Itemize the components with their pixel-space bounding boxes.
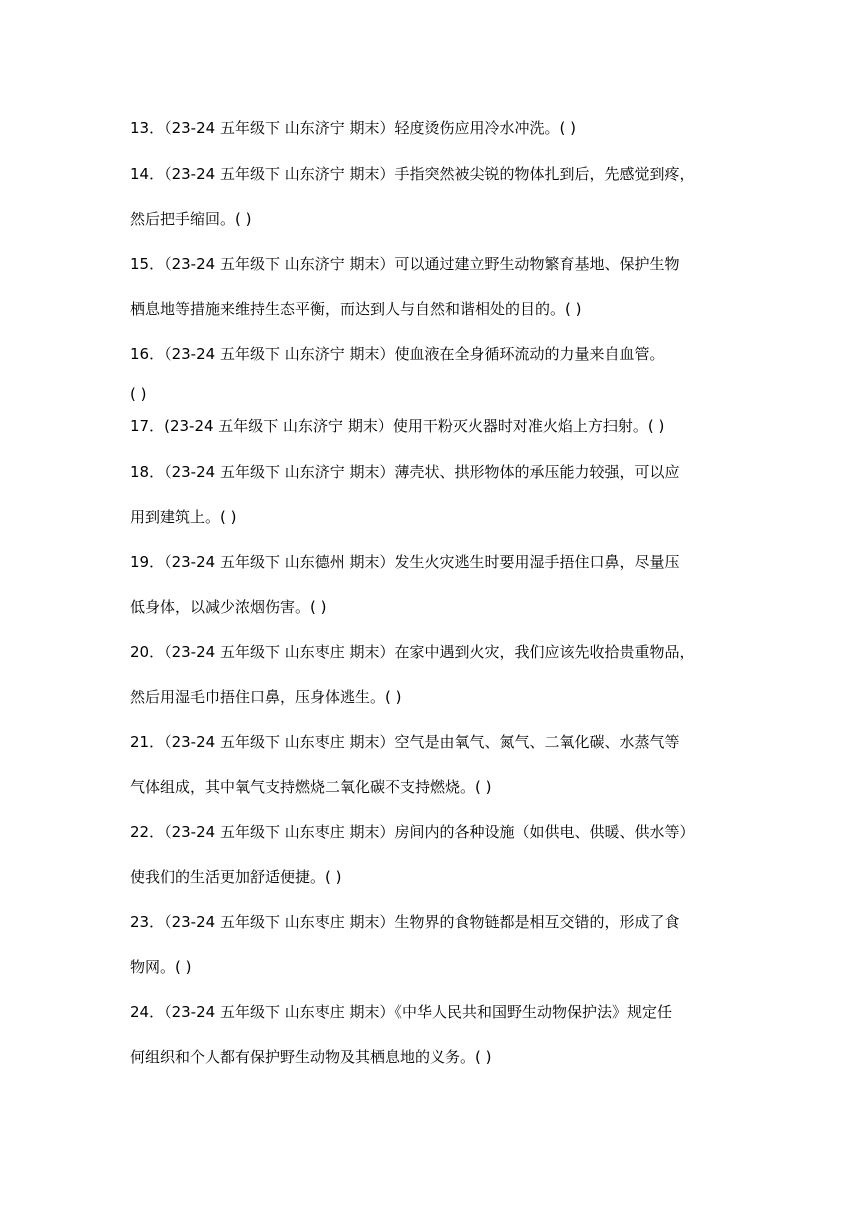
question-line: 然后用湿毛巾捂住口鼻，压身体逃生。( ) <box>130 688 402 706</box>
question-line: ( ) <box>130 385 147 403</box>
question-line: 然后把手缩回。( ) <box>130 210 252 228</box>
question-line: 16．（23-24 五年级下 山东济宁 期末）使血液在全身循环流动的力量来自血管。 <box>130 345 665 363</box>
question-line: 22．（23-24 五年级下 山东枣庄 期末）房间内的各种设施（如供电、供暖、供水等） <box>130 823 695 841</box>
question-line: 栖息地等措施来维持生态平衡，而达到人与自然和谐相处的目的。( ) <box>130 300 582 318</box>
question-line: 18．（23-24 五年级下 山东济宁 期末）薄壳状、拱形物体的承压能力较强，可以应 <box>130 463 680 481</box>
question-line: 何组织和个人都有保护野生动物及其栖息地的义务。( ) <box>130 1048 492 1066</box>
question-line: 23．（23-24 五年级下 山东枣庄 期末）生物界的食物链都是相互交错的，形成了食 <box>130 913 680 931</box>
question-line: 14．（23-24 五年级下 山东济宁 期末）手指突然被尖锐的物体扎到后，先感觉到疼， <box>130 165 695 183</box>
question-line: 气体组成，其中氧气支持燃烧二氧化碳不支持燃烧。( ) <box>130 778 492 796</box>
question-line: 13．（23-24 五年级下 山东济宁 期末）轻度烫伤应用冷水冲洗。( ) <box>130 119 576 137</box>
question-line: 低身体，以减少浓烟伤害。( ) <box>130 598 327 616</box>
question-line: 物网。( ) <box>130 958 192 976</box>
question-line: 用到建筑上。( ) <box>130 508 237 526</box>
question-line: 使我们的生活更加舒适便捷。( ) <box>130 868 342 886</box>
question-line: 21．（23-24 五年级下 山东枣庄 期末）空气是由氧气、氮气、二氧化碳、水蒸气等 <box>130 733 680 751</box>
question-line: 17．(23-24 五年级下 山东济宁 期末）使用干粉灭火器时对准火焰上方扫射。( ) <box>130 417 665 435</box>
question-line: 19．（23-24 五年级下 山东德州 期末）发生火灾逃生时要用湿手捂住口鼻，尽量压 <box>130 553 680 571</box>
question-line: 15．（23-24 五年级下 山东济宁 期末）可以通过建立野生动物繁育基地、保护生物 <box>130 255 680 273</box>
question-line: 24．（23-24 五年级下 山东枣庄 期末）《中华人民共和国野生动物保护法》规定任 <box>130 1003 672 1021</box>
question-line: 20．（23-24 五年级下 山东枣庄 期末）在家中遇到火灾，我们应该先收拾贵重物品， <box>130 643 695 661</box>
